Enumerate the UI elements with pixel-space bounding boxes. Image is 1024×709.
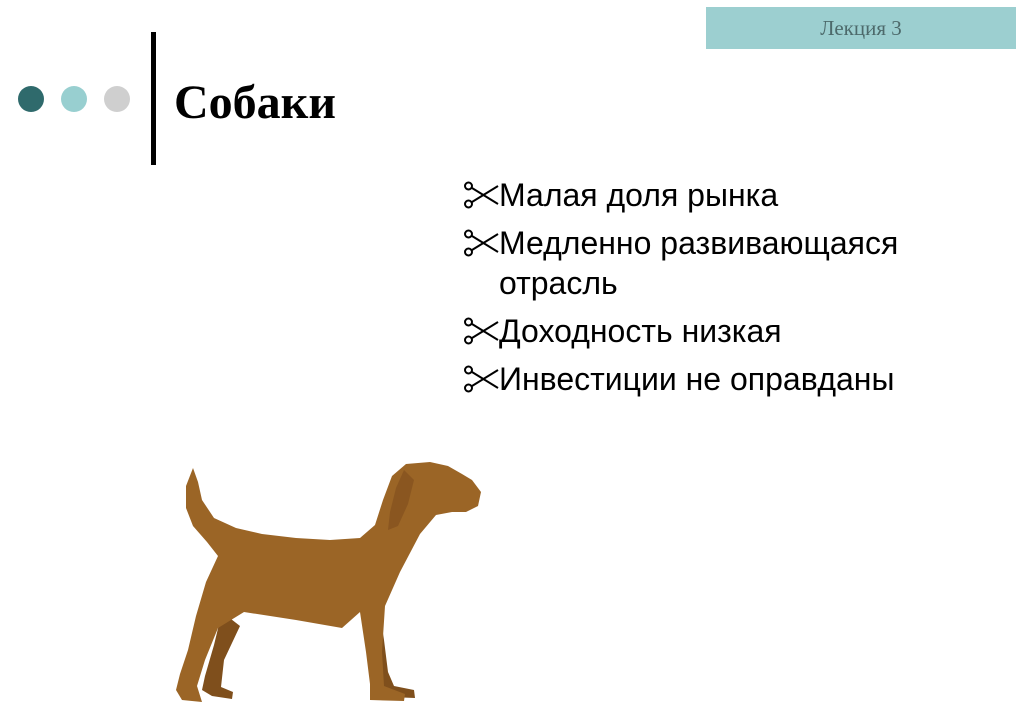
- bullet-text: Медленно развивающаяся отрасль: [499, 225, 899, 301]
- bullet-item: [463, 359, 1003, 399]
- lecture-label: Лекция 3: [706, 7, 1016, 49]
- scissors-icon: [463, 225, 501, 261]
- decor-dot-teal: [61, 86, 87, 112]
- scissors-icon: [463, 313, 501, 349]
- bullet-item: [463, 175, 1003, 215]
- title-divider: [151, 32, 156, 165]
- bullet-text: Малая доля рынка: [499, 177, 779, 213]
- scissors-icon: [463, 177, 501, 213]
- bullet-item: [463, 311, 1003, 351]
- bullet-item: [463, 223, 1003, 303]
- decor-dot-dark: [18, 86, 44, 112]
- dog-silhouette-image: [170, 455, 490, 705]
- slide-title: Собаки: [174, 76, 336, 129]
- scissors-icon: [463, 361, 501, 397]
- decor-dot-gray: [104, 86, 130, 112]
- bullet-text: Доходность низкая: [499, 313, 782, 349]
- bullet-list: [463, 175, 1003, 407]
- bullet-text: Инвестиции не оправданы: [499, 361, 895, 397]
